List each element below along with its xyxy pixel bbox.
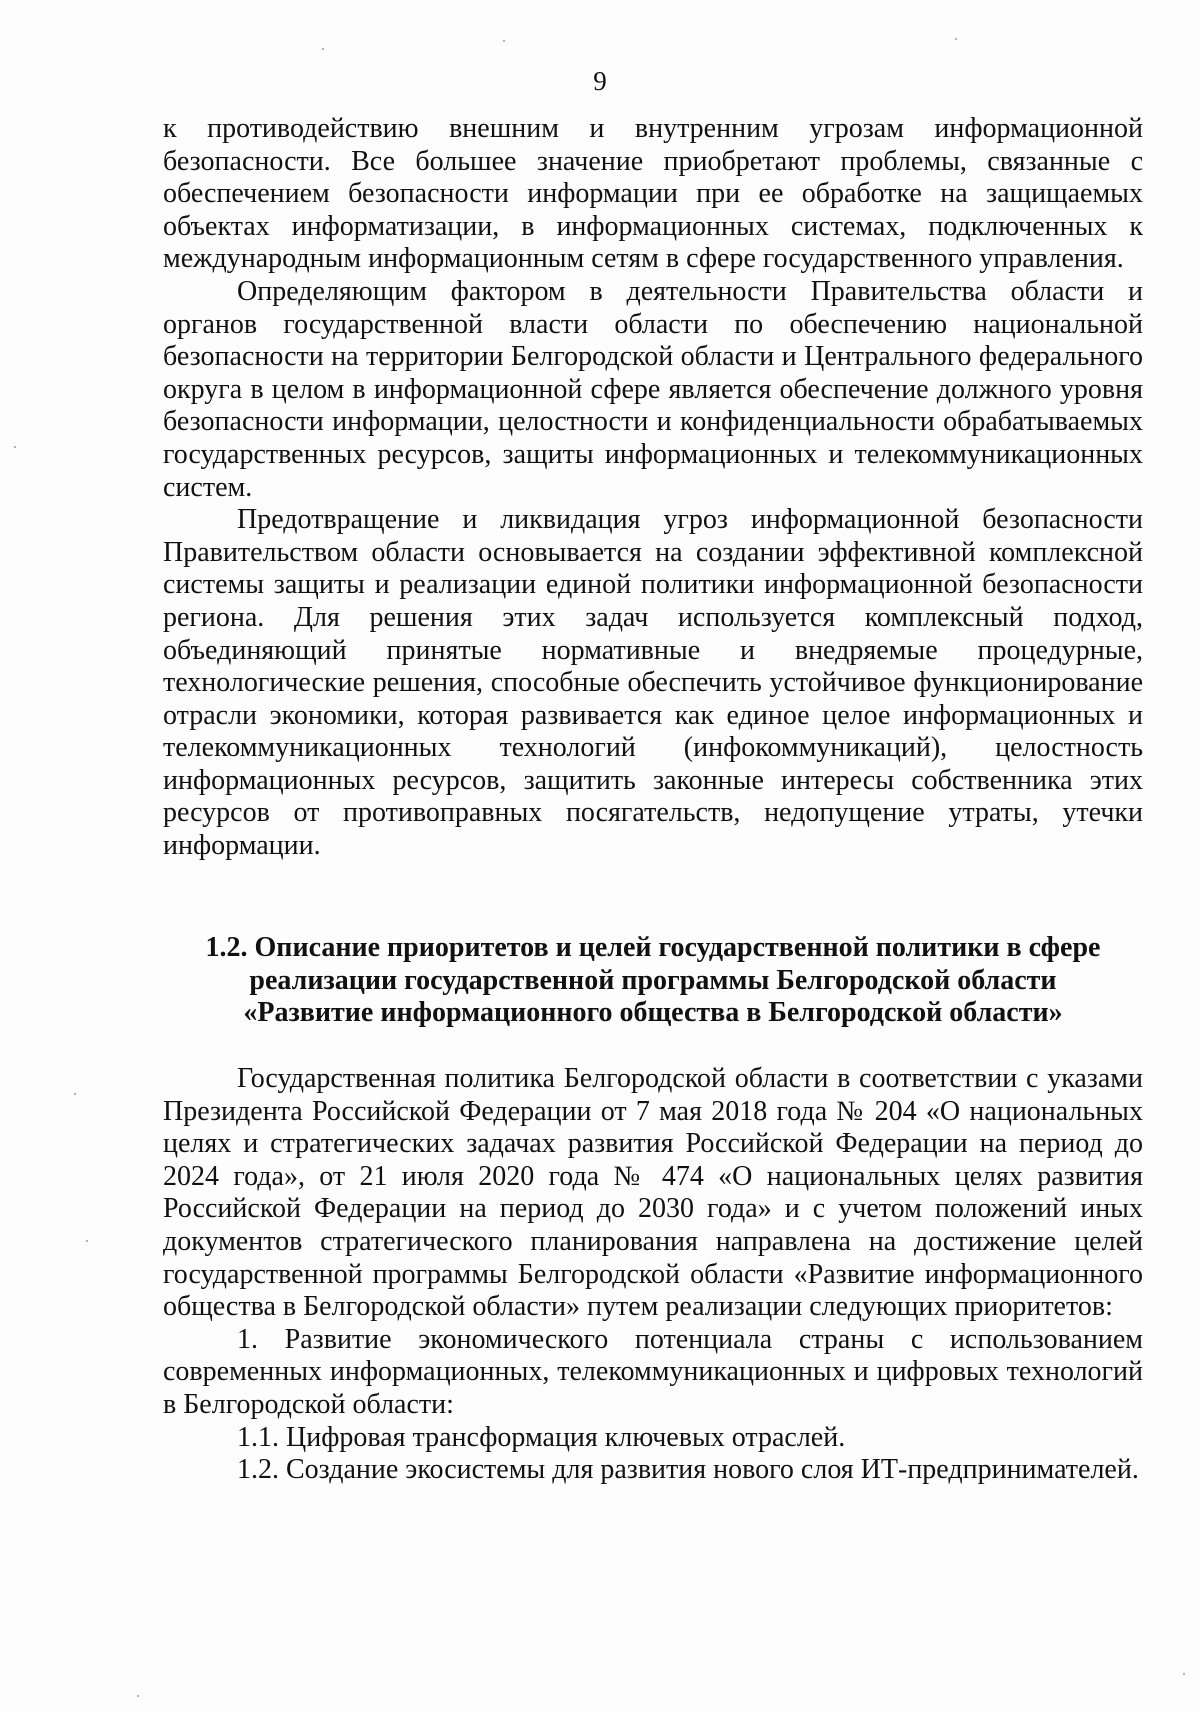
paragraph-threat-prevention: Предотвращение и ликвидация угроз информационной безопасности Правительством области основывается на создании эффективной комплексной системы защиты и реализации единой политики информационной безопасности региона. Для решения этих задач используется комплексный подход, объединяющий принятые нормативные и внедряемые процедурные, технологические решения, способные обеспечить устойчивое функционирование отрасли экономики, которая развивается как единое целое информационных и телекоммуникационных технологий (инфокоммуникаций), целостность информационных ресурсов, защитить законные интересы собственника этих ресурсов от противоправных посягательств, недопущение утраты, утечки информации. (163, 504, 1143, 862)
scan-speck (137, 1695, 139, 1697)
page-number: 9 (593, 66, 607, 96)
priority-item-1-2: 1.2. Создание экосистемы для развития нового слоя ИТ-предпринимателей. (237, 1454, 1139, 1486)
scan-speck (955, 38, 957, 40)
scan-speck (1183, 1673, 1185, 1675)
section-heading-line: 1.2. Описание приоритетов и целей государственной политики в сфере (205, 932, 1101, 963)
scan-speck (74, 1093, 76, 1095)
section-heading-line: реализации государственной программы Белгородской области (249, 964, 1057, 996)
priority-item-1: 1. Развитие экономического потенциала страны с использованием современных информационных, телекоммуникационных и цифровых технологий в Белгородской области: (163, 1323, 1143, 1420)
scan-speck (503, 40, 505, 42)
paragraph-continuation: к противодействию внешним и внутренним угрозам информационной безопасности. Все большее значение приобретают проблемы, связанные с обеспечением безопасности информации при ее обработке на защищаемых объектах информатизации, в информационных системах, подключенных к международным информационным сетям в сфере государственного управления. (163, 113, 1143, 275)
scan-speck (14, 446, 16, 448)
paragraph-determining-factor: Определяющим фактором в деятельности Правительства области и органов государственной власти области по обеспечению национальной безопасности на территории Белгородской области и Центрального федерального округа в целом в информационной сфере является обеспечение должного уровня безопасности информации, целостности и конфиденциальности обрабатываемых государственных ресурсов, защиты информационных и телекоммуникационных систем. (163, 275, 1143, 503)
scan-speck (86, 1240, 88, 1242)
section-heading-line: «Развитие информационного общества в Белгородской области» (243, 997, 1063, 1029)
body-section-top (163, 113, 1143, 863)
scan-speck (322, 48, 324, 50)
body-section-bottom (163, 1063, 1143, 1487)
priority-item-1-1: 1.1. Цифровая трансформация ключевых отраслей. (237, 1421, 846, 1453)
paragraph-state-policy: Государственная политика Белгородской области в соответствии с указами Президента Российской Федерации от 7 мая 2018 года № 204 «О национальных целях и стратегических задачах развития Российской Федерации на период до 2024 года», от 21 июля 2020 года № 474 «О национальных целях развития Российской Федерации на период до 2030 года» и с учетом положений иных документов стратегического планирования направлена на достижение целей государственной программы Белгородской области «Развитие информационного общества в Белгородской области» путем реализации следующих приоритетов: (163, 1063, 1143, 1323)
section-heading (163, 932, 1143, 1030)
